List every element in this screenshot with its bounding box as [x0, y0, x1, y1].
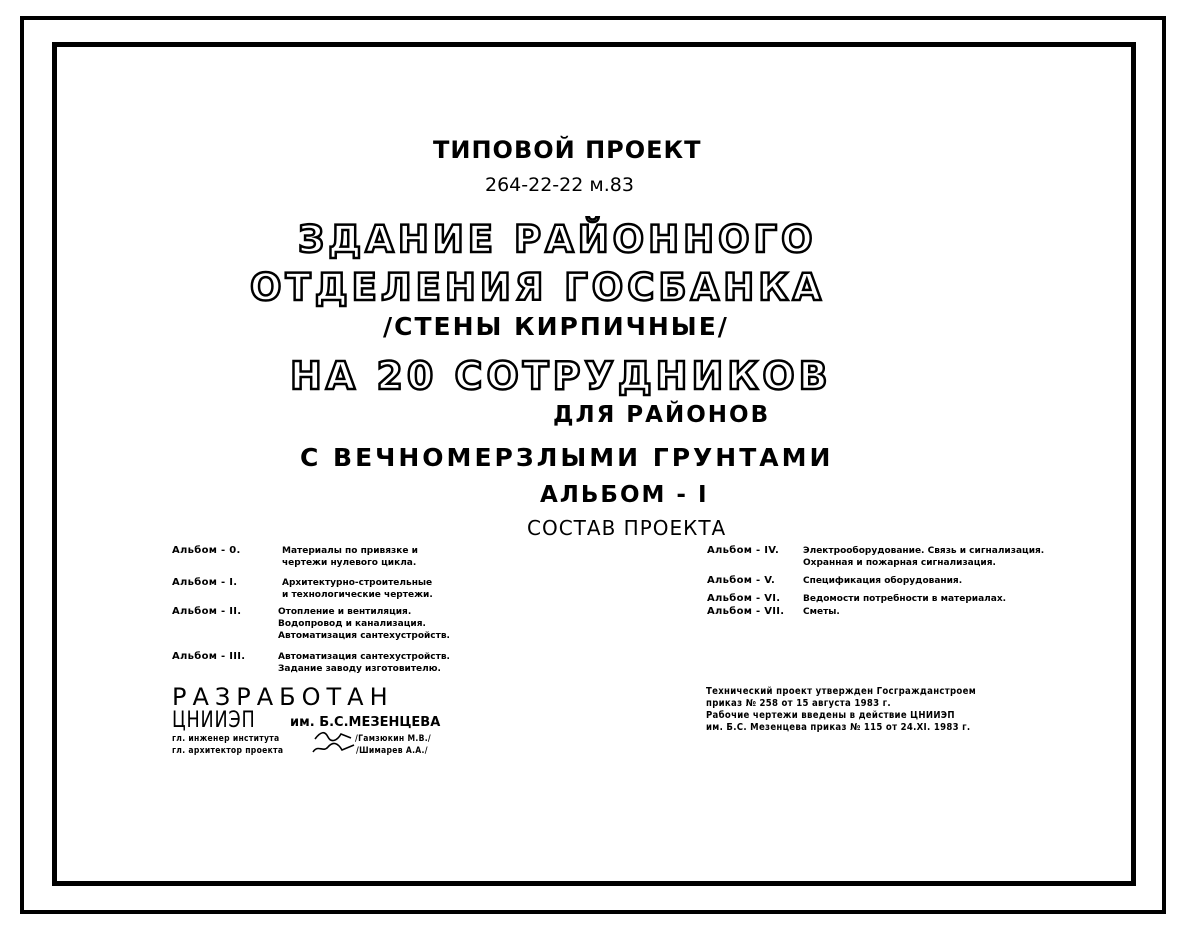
album-right-label: Альбом - V. [707, 575, 776, 586]
project-number: 264-22-22 м.83 [485, 174, 634, 196]
chief-engineer-name: /Гамзюкин М.В./ [355, 734, 431, 744]
chief-architect-name: /Шимарев А.А./ [356, 746, 428, 756]
institute: ЦНИИЭП [172, 708, 256, 733]
approval-line: приказ № 258 от 15 августа 1983 г. [706, 698, 891, 709]
project-type: ТИПОВОЙ ПРОЕКТ [433, 136, 702, 164]
composition-heading: СОСТАВ ПРОЕКТА [527, 516, 727, 540]
album-right-label: Альбом - IV. [707, 545, 780, 556]
album-right-label: Альбом - VI. [707, 593, 781, 604]
chief-engineer: гл. инженер института [172, 734, 280, 744]
album-right-desc: Электрооборудование. Связь и сигнализация. Охранная и пожарная сигнализация. [803, 546, 1045, 568]
chief-architect: гл. архитектор проекта [172, 746, 284, 756]
album-right-label: Альбом - VII. [707, 606, 785, 617]
album-left-label: Альбом - III. [172, 651, 246, 662]
album-right-desc: Ведомости потребности в материалах. [803, 594, 1007, 604]
approval-line: Технический проект утвержден Госгражданстроем [706, 686, 976, 697]
album-right-desc: Сметы. [803, 607, 840, 617]
developed-by: РАЗРАБОТАН [172, 683, 394, 711]
album-left-desc: Архитектурно-строительные и технологические чертежи. [282, 578, 433, 600]
approval-line: им. Б.С. Мезенцева приказ № 115 от 24.XI. 1983 г. [706, 722, 971, 733]
album-left-label: Альбом - II. [172, 606, 242, 617]
album-left-desc: Автоматизация сантехустройств. Задание заводу изготовителю. [278, 652, 450, 674]
album-title: АЛЬБОМ - I [540, 482, 709, 508]
album-left-label: Альбом - I. [172, 577, 238, 588]
title-line-6: С ВЕЧНОМЕРЗЛЫМИ ГРУНТАМИ [300, 443, 834, 472]
title-line-5: ДЛЯ РАЙОНОВ [553, 402, 771, 428]
album-left-desc: Материалы по привязке и чертежи нулевого цикла. [282, 546, 418, 568]
title-line-4: НА 20 СОТРУДНИКОВ [290, 354, 832, 398]
album-left-label: Альбом - 0. [172, 545, 241, 556]
title-line-2: ОТДЕЛЕНИЯ ГОСБАНКА [250, 266, 826, 309]
approval-line: Рабочие чертежи введены в действие ЦНИИЭП [706, 710, 955, 721]
album-right-desc: Спецификация оборудования. [803, 576, 963, 586]
institute-name: им. Б.С.МЕЗЕНЦЕВА [290, 715, 441, 730]
signature-architect [312, 740, 356, 754]
album-left-desc: Отопление и вентиляция. Водопровод и канализация. Автоматизация сантехустройств. [278, 607, 450, 641]
title-line-3: /СТЕНЫ КИРПИЧНЫЕ/ [383, 312, 729, 341]
title-line-1: ЗДАНИЕ РАЙОННОГО [298, 218, 817, 261]
